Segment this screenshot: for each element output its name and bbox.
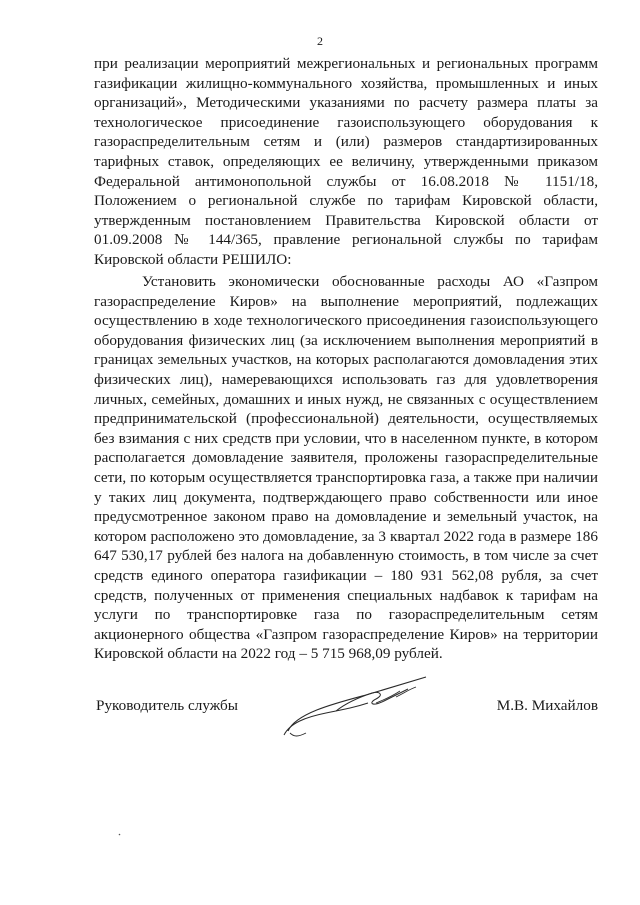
signature-block xyxy=(96,697,598,777)
handwritten-signature xyxy=(276,673,476,743)
page-number: 2 xyxy=(317,34,323,48)
signatory-title: Руководитель службы xyxy=(96,697,238,714)
paragraph-legal-basis: при реализации мероприятий межрегиональных и региональных программ газификации жилищно-коммунального хозяйства, промышленных и иных организаций», Методическими указаниями по расчету размера платы за технологическое присоединение газоиспользующего оборудования к газораспределительным сетям и (или) размеров стандартизированных тарифных ставок, определяющих ее величину, утвержденными приказом Федеральной антимонопольной службы от 16.08.2018 № 1151/18, Положением о региональной службе по тарифам Кировской области, утвержденным постановлением Правительства Кировской области от 01.09.2008 № 144/365, правление региональной службы по тарифам Кировской области РЕШИЛО: xyxy=(94,55,598,268)
scan-dot xyxy=(118,833,121,836)
paragraph-decision: Установить экономически обоснованные расходы АО «Газпром газораспределение Киров» на выполнение мероприятий, подлежащих осуществлению в ходе технологического присоединения газоиспользующего оборудования физических лиц (за исключением выполнения мероприятий в границах земельных участков, на которых располагаются домовладения этих физических лиц), намеревающихся использовать газ для удовлетворения личных, семейных, домашних и иных нужд, не связанных с осуществлением предпринимательской (профессиональной) деятельности, осуществляемых без взимания с них средств при условии, что в населенном пункте, в котором располагается домовладение заявителя, проложены газораспределительные сети, по которым осуществляется транспортировка газа, а также при наличии у таких лиц документа, подтверждающего право собственности или иное предусмотренное законом право на домовладение и земельный участок, на котором расположено это домовладение, за 3 квартал 2022 года в размере 186 647 530,17 рублей без налога на добавленную стоимость, в том числе за счет средств единого оператора газификации – 180 931 562,08 рубля, за счет средств, полученных от применения специальных надбавок к тарифам на услуги по транспортировке газа по газораспределительным сетям акционерного общества «Газпром газораспределение Киров» на территории Кировской области на 2022 год – 5 715 968,09 рублей. xyxy=(94,273,598,663)
signatory-name: М.В. Михайлов xyxy=(496,697,598,714)
